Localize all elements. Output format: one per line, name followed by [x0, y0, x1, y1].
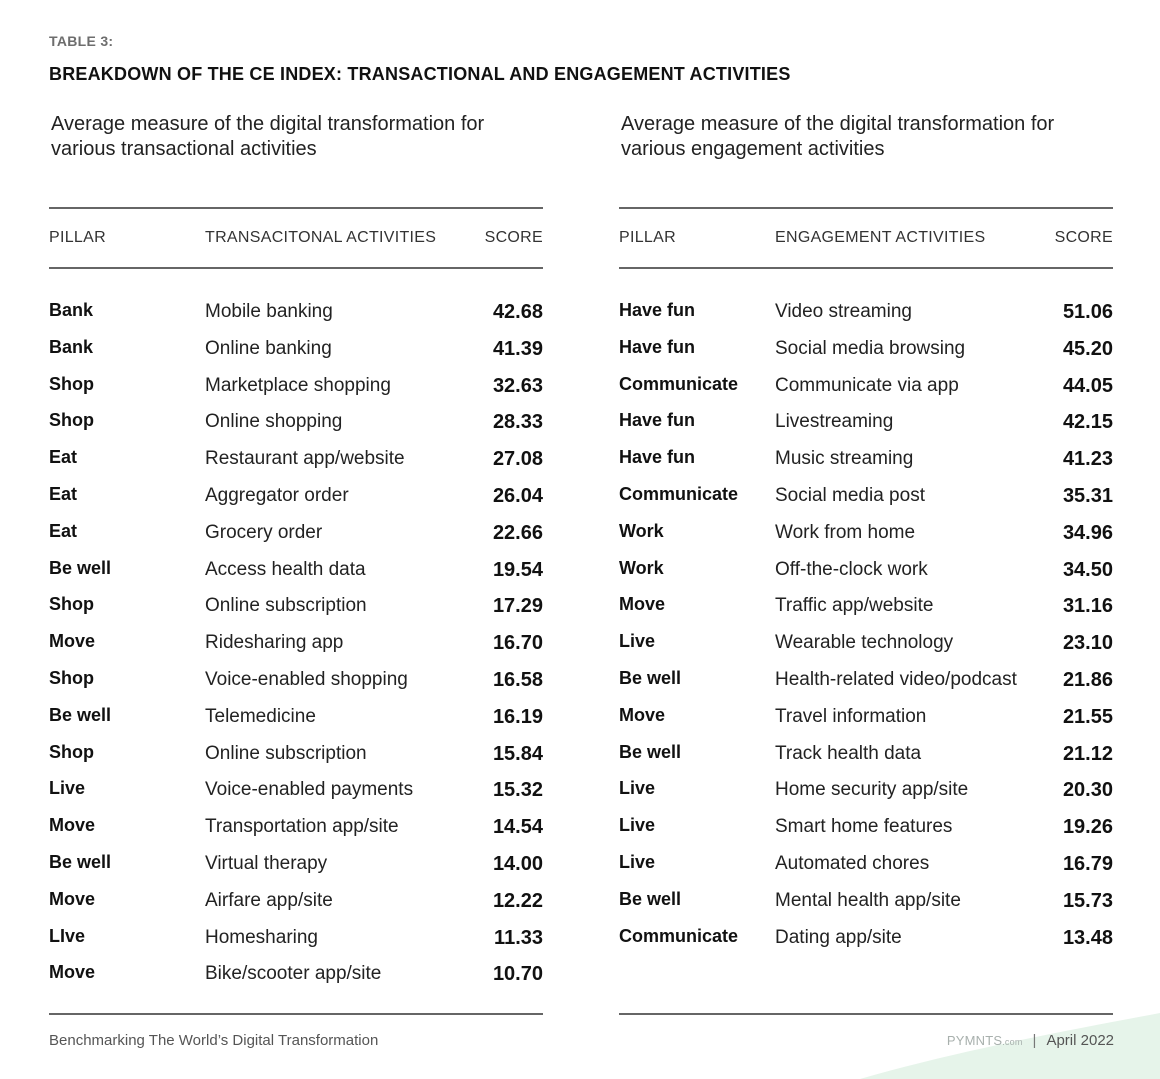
table-row — [619, 331, 1113, 368]
score-cell: 44.05 — [1062, 374, 1113, 397]
footer-date: April 2022 — [1046, 1032, 1114, 1049]
activity-cell: Traffic app/website — [775, 595, 934, 617]
activity-cell: Social media browsing — [775, 337, 966, 359]
score-cell: 11.33 — [494, 926, 543, 949]
table-row — [619, 883, 1113, 920]
header-top-rule — [619, 207, 1113, 209]
score-cell: 23.10 — [1062, 632, 1113, 655]
table-row — [49, 515, 543, 552]
table-row — [49, 331, 543, 368]
activity-cell: Online shopping — [205, 411, 343, 433]
pillar-cell: Communicate — [619, 925, 739, 946]
header-top-rule — [49, 207, 543, 209]
column-header-activity: TRANSACITONAL ACTIVITIES — [205, 229, 437, 246]
activity-cell: Mental health app/site — [775, 889, 961, 911]
score-cell: 10.70 — [492, 963, 543, 986]
score-cell: 12.22 — [492, 889, 543, 912]
score-cell: 42.68 — [492, 301, 543, 323]
activity-cell: Telemedicine — [205, 705, 316, 727]
score-cell: 14.00 — [492, 852, 543, 875]
pillar-cell: Be well — [49, 704, 112, 725]
pillar-cell: Live — [619, 631, 656, 652]
activity-cell: Smart home features — [775, 816, 953, 838]
pillar-cell: Bank — [49, 300, 94, 320]
table-row — [49, 809, 543, 846]
pillar-cell: Communicate — [619, 373, 739, 394]
pillar-cell: Work — [619, 557, 664, 578]
pillar-cell: Have fun — [619, 300, 696, 320]
score-cell: 35.31 — [1062, 484, 1113, 507]
score-cell: 16.79 — [1062, 852, 1113, 875]
pillar-cell: Be well — [619, 667, 682, 688]
table-row — [619, 699, 1113, 736]
pillar-cell: Eat — [49, 447, 78, 468]
logo-suffix: .com — [1002, 1037, 1023, 1047]
score-cell: 34.50 — [1062, 558, 1113, 581]
footer-report-title: Benchmarking The World’s Digital Transformation — [49, 1032, 379, 1049]
pillar-cell: Live — [619, 851, 656, 872]
pillar-cell: Move — [49, 631, 96, 652]
table-row — [49, 588, 543, 625]
transactional-panel — [49, 0, 543, 1079]
score-cell: 41.23 — [1062, 448, 1113, 471]
header-bottom-rule — [619, 267, 1113, 269]
activity-cell: Automated chores — [775, 852, 930, 874]
score-cell: 27.08 — [492, 448, 543, 471]
activity-cell: Wearable technology — [775, 632, 954, 654]
score-cell: 20.30 — [1062, 779, 1113, 802]
activity-cell: Homesharing — [205, 926, 318, 948]
table-row — [49, 846, 543, 883]
pillar-cell: Shop — [49, 410, 94, 431]
activity-cell: Restaurant app/website — [205, 448, 405, 470]
pymnts-logo — [947, 1033, 1023, 1048]
table-row — [619, 625, 1113, 662]
score-cell: 15.32 — [492, 779, 543, 802]
score-cell: 41.39 — [492, 337, 543, 360]
footer-separator: | — [1032, 1032, 1037, 1049]
table-row — [619, 552, 1113, 589]
score-cell: 45.20 — [1062, 337, 1113, 360]
pillar-cell: Communicate — [619, 483, 739, 504]
pillar-cell: Move — [49, 815, 96, 836]
footer-brand-date — [947, 1032, 1114, 1049]
table-row — [49, 736, 543, 773]
pillar-cell: Shop — [49, 741, 94, 762]
activity-cell: Transportation app/site — [205, 816, 399, 838]
pillar-cell: Shop — [49, 594, 94, 615]
activity-cell: Music streaming — [775, 448, 914, 470]
activity-cell: Work from home — [775, 521, 916, 543]
score-cell: 13.48 — [1062, 926, 1113, 949]
table-row — [49, 699, 543, 736]
activity-cell: Grocery order — [205, 521, 323, 543]
engagement-table-body — [619, 294, 1113, 956]
activity-cell: Health-related video/podcast — [775, 668, 1017, 690]
score-cell: 14.54 — [492, 816, 543, 839]
transactional-subtitle: Average measure of the digital transformation for various transactional activities — [51, 113, 485, 160]
table-row — [49, 368, 543, 405]
logo-wordmark: PYMNTS — [946, 1033, 1003, 1048]
table-row — [619, 368, 1113, 405]
pillar-cell: Have fun — [619, 336, 696, 357]
pillar-cell: Be well — [619, 888, 682, 909]
pillar-cell: Move — [49, 888, 96, 909]
score-cell: 34.96 — [1062, 521, 1113, 544]
table-row — [49, 662, 543, 699]
pillar-cell: Have fun — [619, 447, 696, 468]
activity-cell: Home security app/site — [775, 779, 969, 801]
table-row — [619, 846, 1113, 883]
table-row — [619, 920, 1113, 957]
activity-cell: Voice-enabled payments — [205, 779, 414, 801]
table-row — [49, 294, 543, 331]
pillar-cell: Shop — [49, 667, 94, 688]
header-bottom-rule — [49, 267, 543, 269]
table-row — [49, 772, 543, 809]
table-row — [49, 625, 543, 662]
pillar-cell: Live — [619, 778, 656, 799]
table-row — [619, 478, 1113, 515]
activity-cell: Communicate via app — [775, 374, 959, 396]
pillar-cell: Work — [619, 520, 664, 541]
activity-cell: Social media post — [775, 484, 925, 506]
score-cell: 42.15 — [1062, 411, 1113, 434]
table-row — [619, 662, 1113, 699]
column-header-score: SCORE — [1054, 229, 1113, 246]
activity-cell: Online subscription — [205, 595, 367, 617]
score-cell: 17.29 — [492, 595, 543, 618]
pillar-cell: Be well — [49, 851, 112, 872]
pillar-cell: Move — [49, 962, 96, 983]
pillar-cell: LIve — [49, 925, 86, 946]
score-cell: 19.54 — [492, 558, 543, 581]
score-cell: 28.33 — [492, 411, 543, 434]
table-bottom-rule — [49, 1013, 543, 1015]
table-bottom-rule — [619, 1013, 1113, 1015]
score-cell: 16.70 — [492, 632, 543, 655]
table-row — [49, 404, 543, 441]
table-row — [49, 552, 543, 589]
table-row — [49, 478, 543, 515]
pillar-cell: Live — [49, 778, 86, 799]
engagement-panel — [619, 0, 1113, 1079]
activity-cell: Mobile banking — [205, 301, 333, 322]
activity-cell: Online banking — [205, 337, 332, 359]
table-row — [49, 956, 543, 993]
score-cell: 16.58 — [492, 668, 543, 691]
table-row — [619, 736, 1113, 773]
activity-cell: Aggregator order — [205, 484, 349, 506]
pillar-cell: Bank — [49, 336, 94, 357]
table-row — [49, 920, 543, 957]
activity-cell: Access health data — [205, 558, 366, 580]
pillar-cell: Move — [619, 704, 666, 725]
activity-cell: Online subscription — [205, 742, 367, 764]
score-cell: 21.86 — [1062, 668, 1113, 691]
activity-cell: Airfare app/site — [205, 889, 333, 911]
score-cell: 32.63 — [492, 374, 543, 397]
pillar-cell: Move — [619, 594, 666, 615]
activity-cell: Video streaming — [775, 301, 912, 322]
column-header-pillar: PILLAR — [619, 229, 676, 246]
column-header-pillar: PILLAR — [49, 229, 106, 246]
table-label: TABLE 3: — [49, 33, 114, 49]
activity-cell: Ridesharing app — [205, 632, 344, 654]
activity-cell: Track health data — [775, 742, 922, 764]
table-row — [49, 441, 543, 478]
table-row — [619, 441, 1113, 478]
pillar-cell: Eat — [49, 483, 78, 504]
score-cell: 19.26 — [1062, 816, 1113, 839]
pillar-cell: Eat — [49, 520, 78, 541]
activity-cell: Travel information — [775, 705, 927, 727]
activity-cell: Bike/scooter app/site — [205, 963, 382, 985]
pillar-cell: Be well — [619, 741, 682, 762]
score-cell: 51.06 — [1062, 301, 1113, 323]
engagement-subtitle: Average measure of the digital transformation for various engagement activities — [621, 113, 1055, 160]
activity-cell: Dating app/site — [775, 926, 902, 948]
pillar-cell: Be well — [49, 557, 112, 578]
transactional-table-body — [49, 294, 543, 993]
score-cell: 15.73 — [1062, 889, 1113, 912]
activity-cell: Off-the-clock work — [775, 558, 928, 580]
column-header-activity: ENGAGEMENT ACTIVITIES — [775, 229, 986, 246]
table-row — [619, 515, 1113, 552]
column-header-score: SCORE — [484, 229, 543, 246]
score-cell: 21.55 — [1062, 705, 1113, 728]
table-row — [619, 588, 1113, 625]
pillar-cell: Have fun — [619, 410, 696, 431]
score-cell: 31.16 — [1062, 595, 1113, 618]
table-row — [619, 404, 1113, 441]
score-cell: 22.66 — [492, 521, 543, 544]
activity-cell: Marketplace shopping — [205, 374, 391, 396]
activity-cell: Voice-enabled shopping — [205, 668, 408, 690]
activity-cell: Livestreaming — [775, 411, 894, 433]
page-title: BREAKDOWN OF THE CE INDEX: TRANSACTIONAL AND ENGAGEMENT ACTIVITIES — [49, 64, 791, 84]
score-cell: 21.12 — [1062, 742, 1113, 765]
score-cell: 26.04 — [492, 484, 543, 507]
score-cell: 15.84 — [492, 742, 543, 765]
pillar-cell: Live — [619, 815, 656, 836]
table-row — [619, 809, 1113, 846]
table-row — [619, 294, 1113, 331]
table-row — [619, 772, 1113, 809]
table-row — [49, 883, 543, 920]
pillar-cell: Shop — [49, 373, 94, 394]
activity-cell: Virtual therapy — [205, 852, 328, 874]
score-cell: 16.19 — [492, 705, 543, 728]
